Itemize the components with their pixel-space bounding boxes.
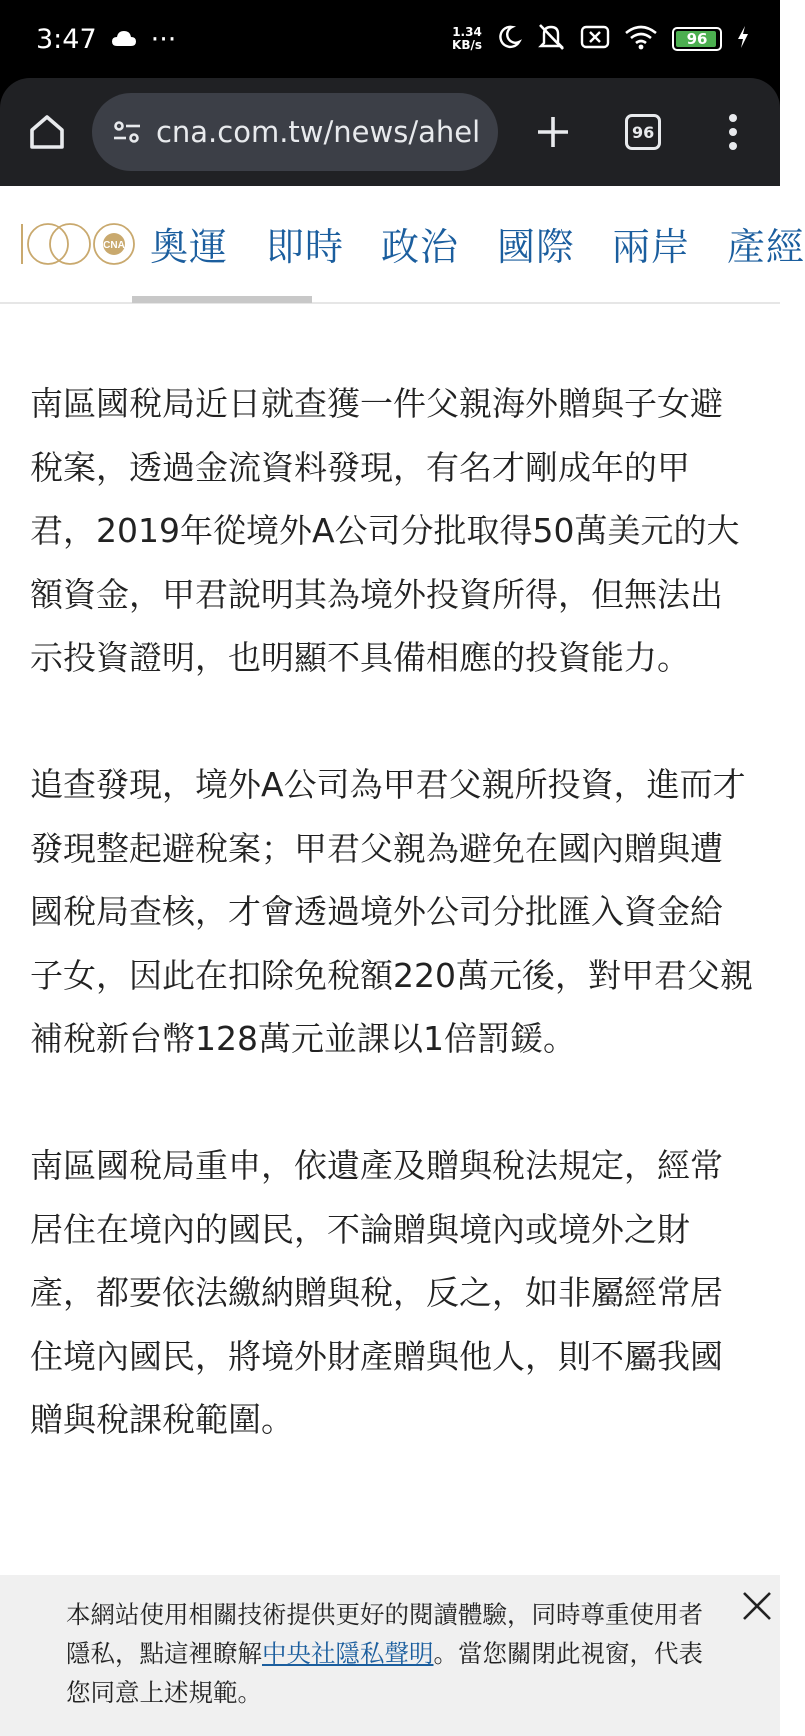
wifi-icon — [624, 24, 658, 54]
battery-level: 96 — [686, 30, 708, 48]
net-speed — [452, 26, 482, 52]
nav-latest[interactable]: 即時 — [266, 225, 345, 269]
tab-count: 96 — [625, 114, 661, 150]
article-paragraph: 南區國稅局近日就查獲一件父親海外贈與子女避稅案，透過金流資料發現，有名才剛成年的甲君，2019年從境外A公司分批取得50萬美元的大額資金，甲君說明其為境外投資所得，但無法出示投資證明，也明顯不具備相應的投資能力。 — [30, 384, 740, 678]
site-nav — [0, 186, 805, 304]
more-notifications-icon: ··· — [150, 23, 177, 55]
privacy-policy-link[interactable]: 中央社隱私聲明 — [262, 1639, 434, 1668]
article-paragraph: 南區國稅局重申，依遺產及贈與稅法規定，經常居住在境內的國民，不論贈與境內或境外之財產，都要依法繳納贈與稅，反之，如非屬經常居住境內國民，將境外財產贈與他人，則不屬我國贈與稅課稅範圍。 — [30, 1145, 723, 1440]
moon-icon — [496, 24, 522, 54]
nav-politics[interactable]: 政治 — [381, 225, 460, 269]
new-tab-button[interactable] — [522, 101, 584, 163]
sim-disabled-icon — [580, 24, 610, 54]
privacy-text-after: 。當您關閉此視窗，代表您同意上述規範。 — [66, 1639, 703, 1707]
tab-switcher-button[interactable] — [612, 101, 674, 163]
article-body — [30, 372, 755, 1515]
article-paragraph: 追查發現，境外A公司為甲君父親所投資，進而才發現整起避稅案；甲君父親為避免在國內贈與遭國稅局查核，才會透過境外公司分批匯入資金給子女，因此在扣除免稅額220萬元後，對甲君父親補稅新台幣128萬元並課以1倍罰鍰。 — [30, 764, 753, 1059]
more-vert-icon — [727, 112, 739, 152]
privacy-text-before: 本網站使用相關技術提供更好的閱讀體驗，同時尊重使用者隱私，點這裡瞭解 — [66, 1600, 703, 1668]
cna-100-logo[interactable] — [18, 216, 148, 272]
nav-cross-strait[interactable]: 兩岸 — [612, 225, 691, 269]
nav-business[interactable]: 產經 — [727, 225, 805, 269]
nav-active-indicator — [132, 296, 312, 303]
url-text[interactable]: cna.com.tw/news/ahel — [155, 115, 481, 149]
net-speed-value: 1.34 — [452, 25, 482, 39]
cloud-icon — [111, 24, 137, 55]
home-button[interactable] — [16, 101, 78, 163]
status-bar — [0, 0, 780, 78]
close-icon[interactable] — [740, 1589, 774, 1623]
charging-icon — [736, 25, 750, 53]
net-speed-unit: KB/s — [452, 38, 482, 52]
browser-toolbar-inner — [0, 78, 780, 186]
status-time: 3:47 — [36, 23, 97, 55]
site-settings-icon[interactable] — [112, 117, 142, 147]
battery-indicator — [672, 27, 722, 51]
status-right — [452, 23, 750, 55]
address-bar[interactable] — [92, 93, 498, 171]
mute-icon — [536, 23, 566, 55]
svg-text:CNA: CNA — [103, 240, 125, 251]
privacy-banner-text — [66, 1595, 706, 1712]
menu-button[interactable] — [702, 101, 764, 163]
nav-international[interactable]: 國際 — [497, 225, 576, 269]
plus-icon — [535, 114, 571, 150]
browser-toolbar — [0, 78, 780, 186]
home-icon — [27, 112, 67, 152]
status-left — [36, 24, 176, 55]
privacy-banner — [0, 1575, 780, 1736]
nav-olympics[interactable]: 奧運 — [150, 225, 229, 269]
